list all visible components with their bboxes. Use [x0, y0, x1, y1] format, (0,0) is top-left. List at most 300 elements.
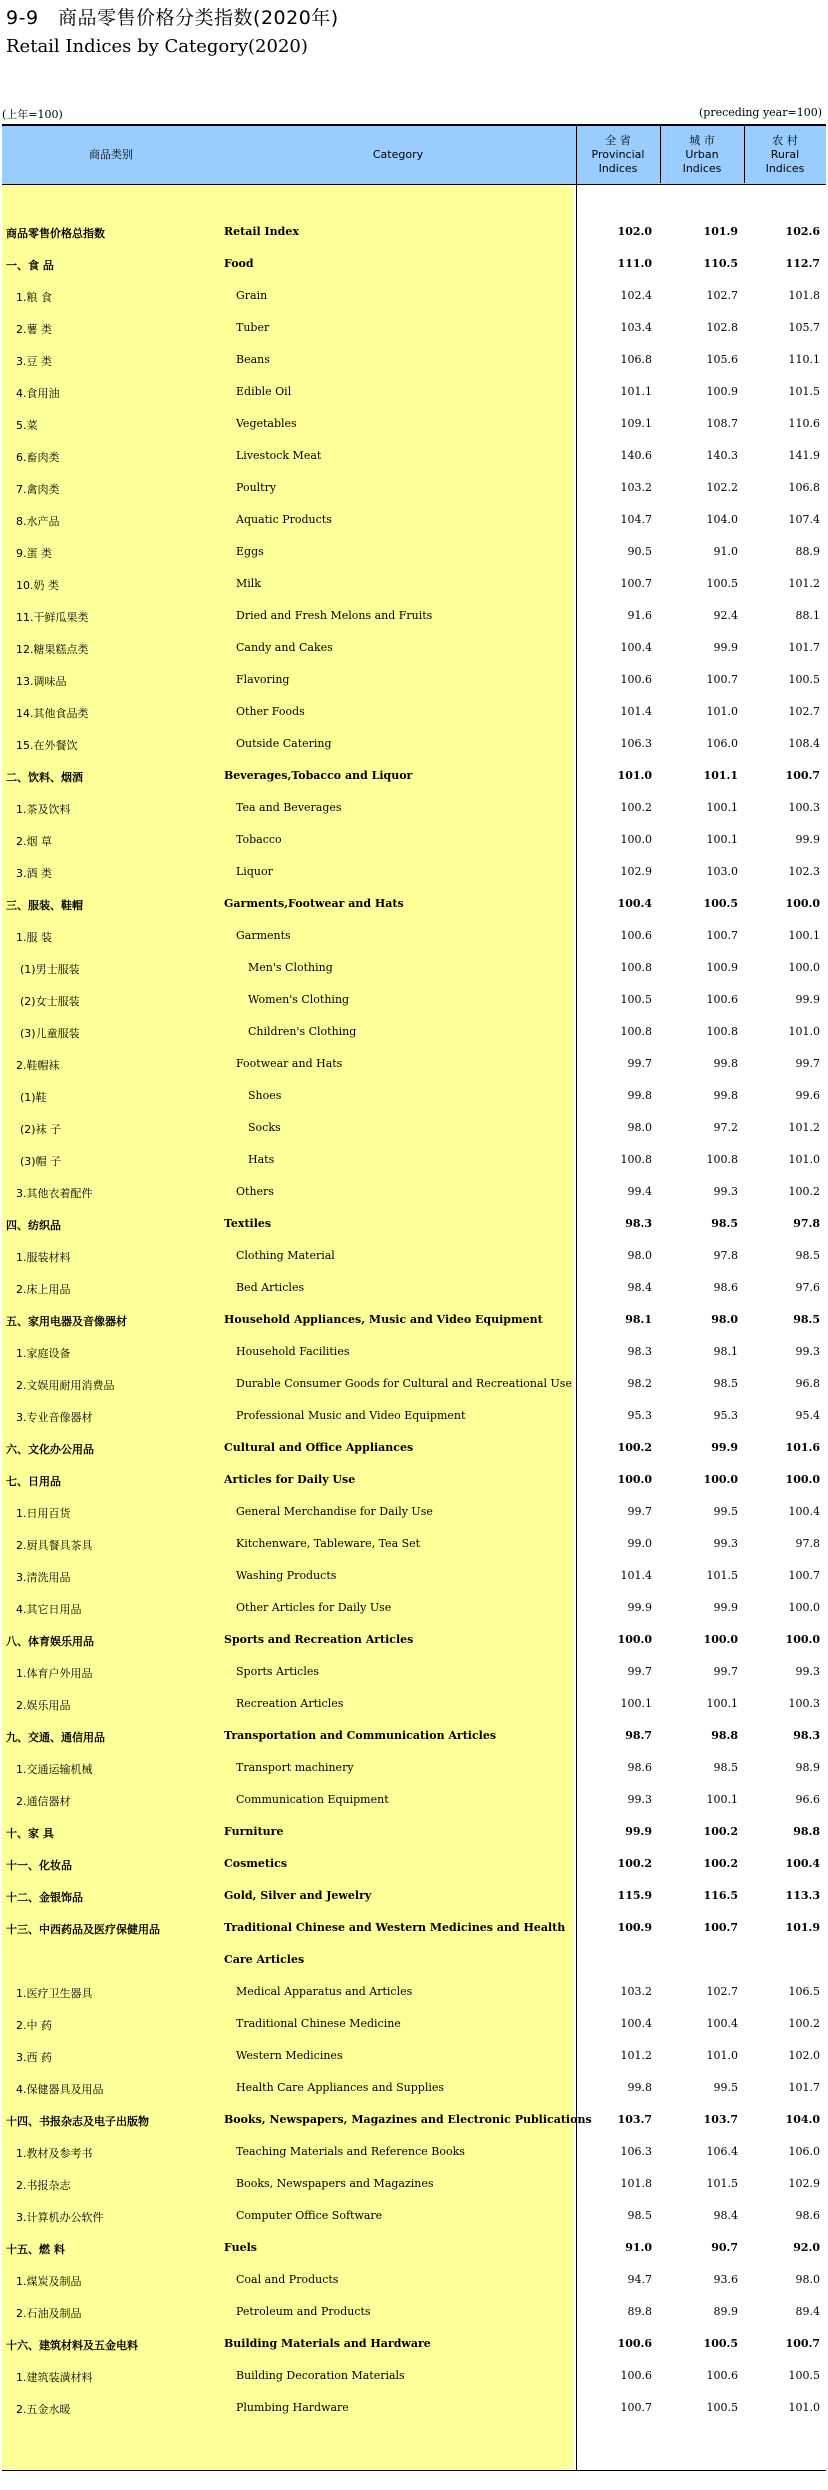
value-provincial: 100.5	[620, 993, 652, 1006]
category-en: Grain	[236, 289, 268, 302]
category-zh: 2.五金水暖	[16, 2403, 71, 2416]
table-row	[2, 2168, 826, 2200]
value-urban: 101.5	[706, 2177, 738, 2190]
table-row	[2, 888, 826, 920]
value-rural: 112.7	[785, 257, 820, 270]
table-row	[2, 2360, 826, 2392]
value-urban: 99.3	[713, 1185, 738, 1198]
table-row	[2, 1048, 826, 1080]
value-urban: 101.9	[703, 225, 738, 238]
value-provincial: 98.5	[627, 2209, 652, 2222]
value-provincial: 103.2	[620, 1985, 652, 1998]
value-urban: 103.7	[703, 2113, 738, 2126]
value-urban: 101.1	[703, 769, 738, 782]
value-urban: 140.3	[706, 449, 738, 462]
table-row	[2, 1624, 826, 1656]
category-en: Sports Articles	[236, 1665, 319, 1678]
category-en: Retail Index	[224, 225, 299, 238]
category-en: Other Articles for Daily Use	[236, 1601, 392, 1614]
table-row	[2, 1688, 826, 1720]
table-row	[2, 728, 826, 760]
value-provincial: 100.2	[617, 1857, 652, 1870]
category-zh: (2)女士服装	[20, 995, 80, 1008]
table-body	[2, 216, 826, 2424]
category-en: Transport machinery	[236, 1761, 354, 1774]
table-row	[2, 696, 826, 728]
category-en: Durable Consumer Goods for Cultural and Recreational Use	[236, 1377, 572, 1390]
category-en: Vegetables	[236, 417, 297, 430]
value-provincial: 90.5	[627, 545, 652, 558]
value-provincial: 91.6	[627, 609, 652, 622]
value-rural: 88.9	[795, 545, 820, 558]
value-provincial: 99.7	[627, 1505, 652, 1518]
value-provincial: 101.4	[620, 1569, 652, 1582]
table-row	[2, 1016, 826, 1048]
category-en: Western Medicines	[236, 2049, 343, 2062]
value-urban: 99.9	[711, 1441, 738, 1454]
value-provincial: 100.0	[620, 833, 652, 846]
category-en: Health Care Appliances and Supplies	[236, 2081, 445, 2094]
value-provincial: 99.4	[627, 1185, 652, 1198]
header-provincial-zh: 全 省	[605, 134, 631, 147]
category-en: Milk	[236, 577, 261, 590]
category-en: Transportation and Communication Articles	[224, 1729, 497, 1742]
table-bottom-border	[2, 2470, 826, 2471]
value-provincial: 101.4	[620, 705, 652, 718]
category-zh: 9.蛋 类	[16, 547, 52, 560]
header-category-en-label: Category	[372, 148, 424, 161]
value-urban: 99.3	[713, 1537, 738, 1550]
category-zh: 3.酒 类	[16, 867, 52, 880]
category-zh: 14.其他食品类	[16, 707, 89, 720]
value-rural: 99.7	[795, 1057, 820, 1070]
header-rural-en2: Indices	[765, 162, 805, 175]
value-rural: 98.8	[793, 1825, 820, 1838]
value-urban: 104.0	[706, 513, 738, 526]
category-zh: 九、交通、通信用品	[6, 1731, 105, 1744]
table-row	[2, 248, 826, 280]
category-en: Other Foods	[236, 705, 305, 718]
table-row	[2, 344, 826, 376]
value-provincial: 100.6	[620, 673, 652, 686]
value-urban: 100.9	[706, 385, 738, 398]
category-en: Recreation Articles	[236, 1697, 344, 1710]
table-row	[2, 1272, 826, 1304]
value-provincial: 100.6	[620, 2369, 652, 2382]
value-rural: 98.6	[795, 2209, 820, 2222]
category-en: Fuels	[224, 2241, 257, 2254]
table-row	[2, 408, 826, 440]
value-urban: 103.0	[706, 865, 738, 878]
category-zh: 1.体育户外用品	[16, 1667, 93, 1680]
category-en: Beans	[236, 353, 270, 366]
category-zh: 1.服 装	[16, 931, 52, 944]
category-zh: 8.水产品	[16, 515, 60, 528]
category-en: Communication Equipment	[236, 1793, 389, 1806]
category-en: Articles for Daily Use	[224, 1473, 356, 1486]
value-rural: 100.5	[788, 2369, 820, 2382]
value-urban: 91.0	[713, 545, 738, 558]
value-rural: 101.0	[788, 1025, 820, 1038]
category-en: Coal and Products	[236, 2273, 339, 2286]
value-provincial: 100.7	[620, 577, 652, 590]
value-provincial: 99.0	[627, 1537, 652, 1550]
value-urban: 98.5	[713, 1761, 738, 1774]
header-urban	[660, 126, 744, 184]
value-rural: 102.0	[788, 2049, 820, 2062]
category-zh: 七、日用品	[6, 1475, 61, 1488]
value-rural: 98.9	[795, 1761, 820, 1774]
value-rural: 99.3	[795, 1665, 820, 1678]
value-rural: 100.0	[785, 1473, 820, 1486]
table-row	[2, 1784, 826, 1816]
category-zh: 11.干鲜瓜果类	[16, 611, 89, 624]
value-urban: 110.5	[703, 257, 738, 270]
value-rural: 141.9	[788, 449, 820, 462]
category-zh: 1.茶及饮料	[16, 803, 71, 816]
value-provincial: 99.9	[627, 1601, 652, 1614]
category-en: Furniture	[224, 1825, 284, 1838]
value-urban: 100.8	[706, 1025, 738, 1038]
value-urban: 98.4	[713, 2209, 738, 2222]
value-urban: 101.5	[706, 1569, 738, 1582]
value-urban: 100.7	[703, 1921, 738, 1934]
unit-note-zh: (上年=100)	[2, 108, 63, 121]
category-zh: 1.家庭设备	[16, 1347, 71, 1360]
value-rural: 89.4	[795, 2305, 820, 2318]
header-rural	[744, 126, 826, 184]
table-title-zh: 9-9 商品零售价格分类指数(2020年)	[6, 7, 339, 29]
value-rural: 99.3	[795, 1345, 820, 1358]
value-provincial: 101.2	[620, 2049, 652, 2062]
table-row	[2, 1336, 826, 1368]
value-provincial: 98.7	[625, 1729, 652, 1742]
table-row	[2, 312, 826, 344]
table-row	[2, 568, 826, 600]
value-rural: 102.9	[788, 2177, 820, 2190]
category-zh: 1.医疗卫生器具	[16, 1987, 93, 2000]
table-row	[2, 1400, 826, 1432]
value-provincial: 103.4	[620, 321, 652, 334]
category-en: Others	[236, 1185, 274, 1198]
category-en: Bed Articles	[236, 1281, 305, 1294]
category-en: Washing Products	[236, 1569, 337, 1582]
category-zh: 12.糖果糕点类	[16, 643, 89, 656]
category-en: Medical Apparatus and Articles	[236, 1985, 413, 1998]
value-rural: 100.0	[788, 1601, 820, 1614]
value-rural: 97.6	[795, 1281, 820, 1294]
category-zh: 十、家 具	[6, 1827, 54, 1840]
value-urban: 100.4	[706, 2017, 738, 2030]
value-provincial: 98.0	[627, 1249, 652, 1262]
category-zh: 3.计算机办公软件	[16, 2211, 104, 2224]
table-row	[2, 216, 826, 248]
category-en: Candy and Cakes	[236, 641, 333, 654]
value-urban: 100.1	[706, 1793, 738, 1806]
category-zh: 1.交通运输机械	[16, 1763, 93, 1776]
value-rural: 99.9	[795, 993, 820, 1006]
category-en: Traditional Chinese and Western Medicines and Health	[224, 1921, 566, 1934]
category-zh: 1.粮 食	[16, 291, 52, 304]
category-zh: 十六、建筑材料及五金电料	[6, 2339, 138, 2352]
value-provincial: 94.7	[627, 2273, 652, 2286]
category-zh: 10.奶 类	[16, 579, 59, 592]
value-urban: 97.2	[713, 1121, 738, 1134]
value-urban: 100.9	[706, 961, 738, 974]
value-rural: 99.9	[795, 833, 820, 846]
value-provincial: 99.8	[627, 1089, 652, 1102]
value-urban: 98.8	[711, 1729, 738, 1742]
value-rural: 101.7	[788, 641, 820, 654]
category-zh: 2.通信器材	[16, 1795, 71, 1808]
value-rural: 96.6	[795, 1793, 820, 1806]
category-en: Building Decoration Materials	[236, 2369, 405, 2382]
value-provincial: 98.4	[627, 1281, 652, 1294]
value-provincial: 100.1	[620, 1697, 652, 1710]
table-row	[2, 984, 826, 1016]
category-zh: 2.薯 类	[16, 323, 52, 336]
table-row	[2, 1592, 826, 1624]
category-zh: 十一、化妆品	[6, 1859, 72, 1872]
header-urban-en1: Urban	[685, 148, 719, 161]
value-provincial: 100.2	[617, 1441, 652, 1454]
value-rural: 105.7	[788, 321, 820, 334]
category-en: Children's Clothing	[248, 1025, 357, 1038]
value-rural: 98.5	[795, 1249, 820, 1262]
category-en: Tea and Beverages	[236, 801, 342, 814]
value-urban: 99.5	[713, 2081, 738, 2094]
value-provincial: 101.8	[620, 2177, 652, 2190]
table-row	[2, 1528, 826, 1560]
table-row	[2, 2296, 826, 2328]
category-zh: 2.文娱用耐用消费品	[16, 1379, 115, 1392]
header-category-zh-label: 商品类别	[89, 148, 133, 161]
value-provincial: 100.7	[620, 2401, 652, 2414]
category-zh: 三、服装、鞋帽	[6, 899, 83, 912]
value-rural: 101.6	[785, 1441, 820, 1454]
value-rural: 102.6	[785, 225, 820, 238]
category-zh: 商品零售价格总指数	[6, 227, 105, 240]
value-urban: 100.1	[706, 1697, 738, 1710]
category-en: Computer Office Software	[236, 2209, 383, 2222]
value-provincial: 104.7	[620, 513, 652, 526]
value-rural: 107.4	[788, 513, 820, 526]
value-rural: 100.1	[788, 929, 820, 942]
value-provincial: 100.0	[617, 1473, 652, 1486]
category-zh: 十二、金银饰品	[6, 1891, 83, 1904]
value-rural: 97.8	[793, 1217, 820, 1230]
category-zh: 1.服装材料	[16, 1251, 71, 1264]
value-rural: 101.2	[788, 577, 820, 590]
table-row	[2, 1144, 826, 1176]
header-provincial	[576, 126, 660, 184]
value-rural: 100.7	[788, 1569, 820, 1582]
value-urban: 89.9	[713, 2305, 738, 2318]
category-en: Tobacco	[236, 833, 282, 846]
column-divider	[744, 124, 745, 183]
value-provincial: 100.2	[620, 801, 652, 814]
value-rural: 96.8	[795, 1377, 820, 1390]
category-en: Food	[224, 257, 254, 270]
category-zh: 4.食用油	[16, 387, 60, 400]
category-zh: 6.畜肉类	[16, 451, 60, 464]
value-provincial: 102.9	[620, 865, 652, 878]
category-en: Textiles	[224, 1217, 272, 1230]
header-provincial-en1: Provincial	[591, 148, 645, 161]
value-rural: 104.0	[785, 2113, 820, 2126]
table-row	[2, 952, 826, 984]
category-zh: 3.专业音像器材	[16, 1411, 93, 1424]
value-urban: 99.9	[713, 641, 738, 654]
value-urban: 98.6	[713, 1281, 738, 1294]
table-row	[2, 280, 826, 312]
value-urban: 100.7	[706, 929, 738, 942]
table-row	[2, 1848, 826, 1880]
value-provincial: 91.0	[625, 2241, 652, 2254]
value-urban: 100.5	[706, 577, 738, 590]
category-en: Poultry	[236, 481, 277, 494]
category-en: Shoes	[248, 1089, 282, 1102]
category-en: Men's Clothing	[248, 961, 333, 974]
header-provincial-en2: Indices	[598, 162, 638, 175]
category-en: Edible Oil	[236, 385, 292, 398]
table-row	[2, 1112, 826, 1144]
value-urban: 100.1	[706, 801, 738, 814]
category-en: Clothing Material	[236, 1249, 335, 1262]
table-row	[2, 2072, 826, 2104]
table-row	[2, 632, 826, 664]
category-en: Socks	[248, 1121, 281, 1134]
value-provincial: 102.4	[620, 289, 652, 302]
value-rural: 100.2	[788, 2017, 820, 2030]
value-rural: 100.7	[785, 769, 820, 782]
category-zh: 一、食 品	[6, 259, 54, 272]
value-urban: 99.8	[713, 1089, 738, 1102]
category-en: Traditional Chinese Medicine	[236, 2017, 401, 2030]
value-urban: 99.7	[713, 1665, 738, 1678]
header-urban-zh: 城 市	[689, 134, 715, 147]
value-provincial: 101.0	[617, 769, 652, 782]
value-urban: 100.5	[706, 2401, 738, 2414]
category-en: Aquatic Products	[236, 513, 332, 526]
value-provincial: 115.9	[617, 1889, 652, 1902]
value-urban: 92.4	[713, 609, 738, 622]
category-zh: 2.书报杂志	[16, 2179, 71, 2192]
value-rural: 100.3	[788, 801, 820, 814]
category-zh: 1.煤炭及制品	[16, 2275, 82, 2288]
value-rural: 88.1	[795, 609, 820, 622]
value-rural: 92.0	[793, 2241, 820, 2254]
category-en: Flavoring	[236, 673, 290, 686]
value-provincial: 100.4	[620, 641, 652, 654]
value-provincial: 106.3	[620, 737, 652, 750]
category-en: Garments,Footwear and Hats	[224, 897, 404, 910]
category-zh: 十四、书报杂志及电子出版物	[6, 2115, 149, 2128]
table-row	[2, 760, 826, 792]
value-provincial: 100.4	[617, 897, 652, 910]
category-en: Eggs	[236, 545, 264, 558]
table-row	[2, 1464, 826, 1496]
value-provincial: 100.6	[620, 929, 652, 942]
category-zh: 7.禽肉类	[16, 483, 60, 496]
category-en: Plumbing Hardware	[236, 2401, 349, 2414]
value-rural: 100.4	[785, 1857, 820, 1870]
table-row	[2, 664, 826, 696]
category-en: Livestock Meat	[236, 449, 322, 462]
value-urban: 99.9	[713, 1601, 738, 1614]
table-row	[2, 1720, 826, 1752]
category-zh: 2.烟 草	[16, 835, 52, 848]
value-provincial: 106.8	[620, 353, 652, 366]
table-row	[2, 1816, 826, 1848]
value-provincial: 103.7	[617, 2113, 652, 2126]
table-row	[2, 472, 826, 504]
value-rural: 99.6	[795, 1089, 820, 1102]
category-zh: 4.保健器具及用品	[16, 2083, 104, 2096]
value-rural: 100.4	[788, 1505, 820, 1518]
table-row	[2, 504, 826, 536]
table-row	[2, 792, 826, 824]
value-rural: 100.0	[785, 1633, 820, 1646]
table-row	[2, 2104, 826, 2136]
value-urban: 100.5	[703, 2337, 738, 2350]
value-provincial: 100.0	[617, 1633, 652, 1646]
category-zh: 1.教材及参考书	[16, 2147, 93, 2160]
value-urban: 90.7	[711, 2241, 738, 2254]
table-row	[2, 1752, 826, 1784]
value-urban: 105.6	[706, 353, 738, 366]
value-rural: 106.5	[788, 1985, 820, 1998]
value-urban: 102.8	[706, 321, 738, 334]
value-rural: 106.0	[788, 2145, 820, 2158]
value-rural: 101.9	[785, 1921, 820, 1934]
value-provincial: 98.3	[625, 1217, 652, 1230]
value-provincial: 89.8	[627, 2305, 652, 2318]
category-en: Petroleum and Products	[236, 2305, 371, 2318]
table-row	[2, 1240, 826, 1272]
value-provincial: 99.7	[627, 1665, 652, 1678]
value-urban: 95.3	[713, 1409, 738, 1422]
value-urban: 98.0	[711, 1313, 738, 1326]
table-row	[2, 1368, 826, 1400]
table-row	[2, 1880, 826, 1912]
value-urban: 100.5	[703, 897, 738, 910]
value-provincial: 103.2	[620, 481, 652, 494]
value-provincial: 98.0	[627, 1121, 652, 1134]
category-zh: 1.建筑装潢材料	[16, 2371, 93, 2384]
value-rural: 101.5	[788, 385, 820, 398]
table-row	[2, 536, 826, 568]
table-row	[2, 2008, 826, 2040]
value-provincial: 102.0	[617, 225, 652, 238]
value-urban: 106.4	[706, 2145, 738, 2158]
category-zh: 2.娱乐用品	[16, 1699, 71, 1712]
category-en: Garments	[236, 929, 291, 942]
category-zh: 六、文化办公用品	[6, 1443, 94, 1456]
value-urban: 93.6	[713, 2273, 738, 2286]
header-urban-en2: Indices	[682, 162, 722, 175]
value-urban: 100.2	[703, 1857, 738, 1870]
value-provincial: 100.9	[617, 1921, 652, 1934]
value-rural: 98.3	[793, 1729, 820, 1742]
category-zh: 二、饮料、烟酒	[6, 771, 83, 784]
category-en: General Merchandise for Daily Use	[236, 1505, 433, 1518]
table-row	[2, 2200, 826, 2232]
table-row	[2, 1432, 826, 1464]
category-zh: (1)男士服装	[20, 963, 80, 976]
value-rural: 102.3	[788, 865, 820, 878]
value-provincial: 100.4	[620, 2017, 652, 2030]
